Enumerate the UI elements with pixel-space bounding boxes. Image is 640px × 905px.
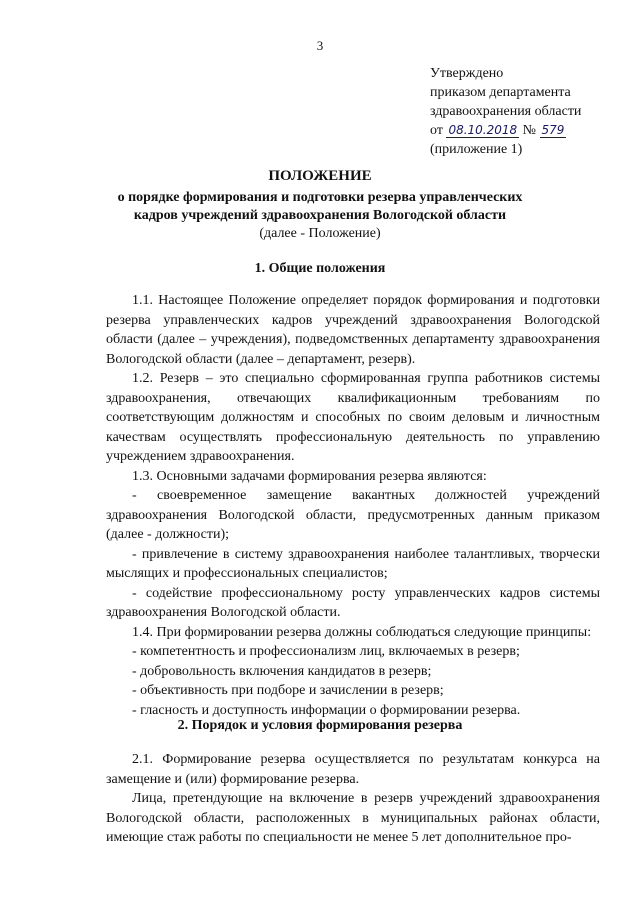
- approval-number: 579: [541, 123, 565, 137]
- approval-appendix: (приложение 1): [430, 142, 523, 157]
- approval-date: 08.10.2018: [448, 123, 518, 137]
- section-1-heading: 1. Общие положения: [254, 261, 386, 276]
- title-subline-3: (далее - Положение): [259, 226, 381, 241]
- section-1-body: [106, 291, 600, 720]
- paragraph-1-3: 1.3. Основными задачами формирования резерва являются:: [132, 468, 487, 484]
- document-title: ПОЛОЖЕНИЕ: [268, 168, 372, 184]
- approval-line-1: Утверждено: [430, 66, 504, 81]
- list-item: - содействие профессиональному росту управленческих кадров системы здравоохранения Вологодской области.: [106, 585, 600, 620]
- approval-line-3: здравоохранения области: [430, 104, 582, 119]
- title-subline-2: кадров учреждений здравоохранения Вологодской области: [133, 208, 507, 223]
- approval-stamp: [430, 64, 581, 159]
- list-item: - гласность и доступность информации о формировании резерва.: [132, 702, 521, 718]
- paragraph-1-2: 1.2. Резерв – это специально сформированная группа работников системы здравоохранения, отвечающих квалификационным требованиям по соответствующим должностям и способных по своим деловым и личностным качествам осуществлять профессиональную деятельность по управлению учреждением здравоохранения.: [106, 371, 600, 464]
- paragraph-1-1: 1.1. Настоящее Положение определяет порядок формирования и подготовки резерва управленческих кадров учреждений здравоохранения Вологодской области (далее – учреждения), подведомственных департаменту здравоохранения Вологодской области (далее – департамент, резерв).: [106, 293, 600, 367]
- list-item: - добровольность включения кандидатов в резерв;: [132, 663, 432, 679]
- approval-date-line: [430, 121, 581, 140]
- paragraph-1-4: 1.4. При формировании резерва должны соблюдаться следующие принципы:: [132, 624, 592, 640]
- section-2-body: [106, 750, 600, 848]
- section-2-heading: 2. Порядок и условия формирования резерва: [177, 718, 463, 733]
- page-number: 3: [316, 38, 324, 53]
- title-subline-1: о порядке формирования и подготовки резерва управленческих: [117, 190, 523, 205]
- list-item: - привлечение в систему здравоохранения наиболее талантливых, творчески мыслящих и профессиональных специалистов;: [106, 546, 600, 581]
- paragraph-2-1-cont: Лица, претендующие на включение в резерв учреждений здравоохранения Вологодской области, расположенных в муниципальных районах области, имеющие стаж работы по специальности не менее 5 лет дополнительное про-: [106, 791, 600, 845]
- list-item: - компетентность и профессионализм лиц, включаемых в резерв;: [132, 644, 520, 659]
- approval-from: от: [430, 123, 443, 138]
- paragraph-2-1: 2.1. Формирование резерва осуществляется по результатам конкурса на замещение и (или) формирование резерва.: [106, 752, 600, 787]
- approval-line-2: приказом департамента: [430, 85, 571, 100]
- list-item: - объективность при подборе и зачислении в резерв;: [132, 683, 444, 698]
- approval-num-sign: №: [522, 123, 537, 138]
- list-item: - своевременное замещение вакантных должностей учреждений здравоохранения Вологодской области, предусмотренных данным приказом (далее - должности);: [106, 488, 600, 542]
